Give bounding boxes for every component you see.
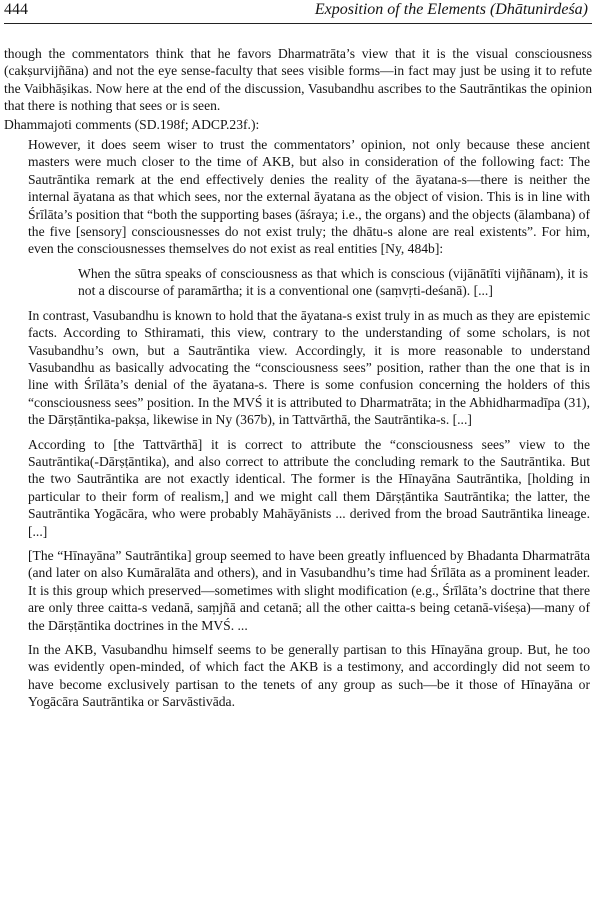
nested-quote-paragraph: When the sūtra speaks of consciousness as that which is conscious (vijānātīti vijñānam), it is not a discourse of paramārtha; it is a conventional one (saṃvṛti-deśanā). [...] <box>78 265 588 299</box>
running-head: Exposition of the Elements (Dhātunirdeśa) <box>314 1 588 18</box>
page-header <box>4 0 592 24</box>
body-paragraph: though the commentators think that he favors Dharmatrāta’s view that it is the visual consciousness (cakṣurvijñāna) and not the eye sense-faculty that sees visible forms—in fact may just be using it to refute the Vaibhāṣikas. Now here at the end of the discussion, Vasubandhu ascribes to the Sautrāntikas the opinion that there is nothing that sees or is seen. <box>4 46 592 114</box>
block-quote <box>28 136 590 711</box>
quote-paragraph-5: In the AKB, Vasubandhu himself seems to be generally partisan to this Hīnayāna group. But, he too was evidently open-minded, of which fact the AKB is a testimony, and accordingly did not seem to have become exclusively partisan to the tenets of any group as such—be it those of Hīnayāna or Yogācāra Sautrāntika or Sarvāstivāda. <box>28 642 590 710</box>
quote-paragraph-2: In contrast, Vasubandhu is known to hold that the āyatana-s exist truly in as much as they are epistemic facts. According to Sthiramati, this view, contrary to the understanding of some scholars, is not Vasubandhu’s own, but a Sautrāntika view. Accordingly, it is more reasonable to understand Vasubandhu as basically advocating the “consciousness sees” position, rather than the one that is in line with Śrīlāta’s denial of the āyatana-s. There is some confusion concerning the holders of this “consciousness sees” position. In the MVŚ it is attributed to Dharmatrāta; in the Abhidharmadīpa (31), the Dārṣṭāntika-pakṣa, likewise in Ny (367b), in Tattvārthā, the Sautrāntika-s. [...] <box>28 307 590 428</box>
quote-introduction: Dhammajoti comments (SD.198f; ADCP.23f.): <box>4 116 260 132</box>
quote-paragraph-1: However, it does seem wiser to trust the commentators’ opinion, not only because these ancient masters were much closer to the time of AKB, but also in consideration of the following fact: The Sautrāntika remark at the end effectively denies the reality of the āyatana-s—there is neither the internal āyatana as that which sees, nor the external āyatana as the object of vision. This is in line with Śrīlāta’s position that “both the supporting bases (āśraya; i.e., the organs) and the objects (ālambana) of the five [sensory] consciousnesses do not exist truly; the dhātu-s alone are real existents”. For him, even the consciousnesses themselves do not exist as real entities [Ny, 484b]: <box>28 137 590 257</box>
nested-quote <box>78 265 588 300</box>
quote-paragraph-4: [The “Hīnayāna” Sautrāntika] group seemed to have been greatly influenced by Bhadanta Dharmatrāta (and later on also Kumāralāta and others), and in Vasubandhu’s time had Śrīlāta as a prominent leader. It is this group which preserved—sometimes with slight modification (e.g., Śrīlāta’s doctrine that there are only three caitta-s vedanā, saṃjñā and cetanā; all the other caitta-s being cetanā-viśeṣa)—many of the Dārṣṭāntika doctrines in the MVŚ. ... <box>28 547 590 633</box>
page-number: 444 <box>4 1 28 18</box>
quote-paragraph-3: According to [the Tattvārthā] it is correct to attribute the “consciousness sees” view to the Sautrāntika(-Dārṣṭāntika), and also correct to attribute the concluding remark to the Sautrāntika. But the two Sautrāntika are not exactly identical. The former is the Hīnayāna Sautrāntika, [holding in particular to their form of realism,] and we might call them Dārṣṭāntika Sautrāntika; the latter, the Sautrāntika Yogācāra, who were probably Mahāyānists ... derived from the broad Sautrāntika lineage. [...] <box>28 436 590 539</box>
